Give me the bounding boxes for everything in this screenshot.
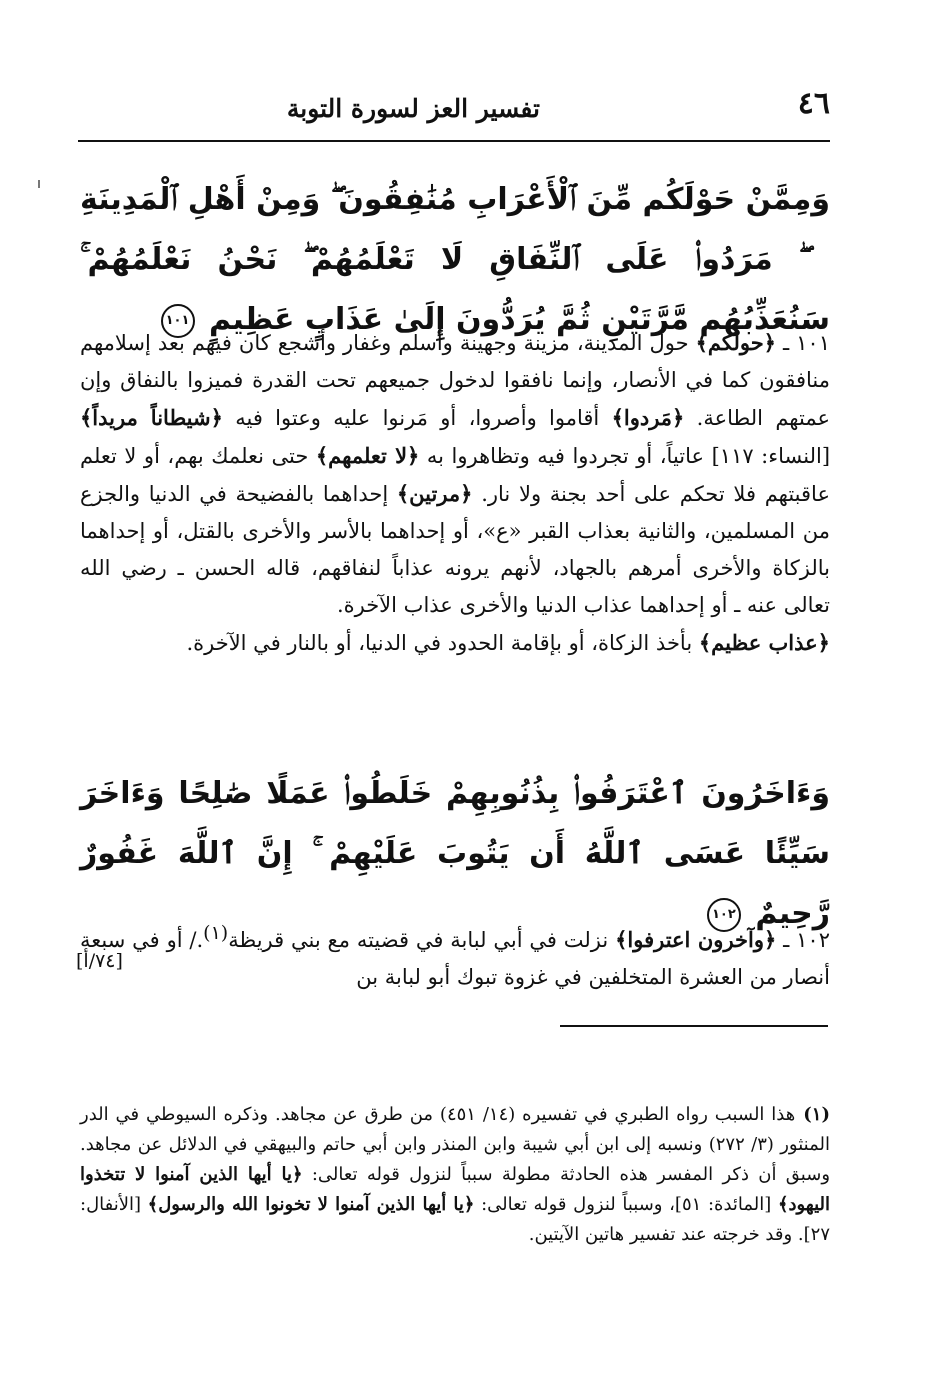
entry-number: ١٠٢ ـ xyxy=(776,928,830,952)
keyword: ﴿وآخرون اعترفوا﴾ xyxy=(615,927,777,952)
text: حول المدينة، مزينة وجهينة وأسلم وغفار وأشجع كان فيهم بعد إسلامهم منافقون كما في الأنصار، وإنما نافقوا لدخول جميعهم تحت القدرة فميزوا بالنفاق وإن عمتهم الطاعة. xyxy=(80,331,830,430)
text: إحداهما بالفضيحة في الدنيا والجزع من المسلمين، والثانية بعذاب القبر «ع»، أو إحداهما بالأسر والأخرى بالقتل، أو إحداهما بالزكاة والأخرى أمرهم بالجهاد، لأنهم يرونه عذاباً لنفاقهم، قاله الحسن ـ رضي الله تعالى عنه ـ أو إحداهما عذاب الدنيا والأخرى عذاب الآخرة. xyxy=(80,482,830,617)
keyword: ﴿مرتين﴾ xyxy=(396,481,473,506)
text: بأخذ الزكاة، أو بإقامة الحدود في الدنيا، أو بالنار في الآخرة. xyxy=(186,631,699,655)
commentary-paragraph xyxy=(80,324,830,624)
header-rule xyxy=(78,140,830,142)
text: أقاموا وأصروا، أو مَرنوا عليه وعتوا فيه xyxy=(222,406,612,430)
verse-text: وَمِمَّنْ حَوْلَكُم مِّنَ ٱلْأَعْرَابِ مُنَٰفِقُونَ ۖ وَمِنْ أَهْلِ ٱلْمَدِينَةِ ۖ مَرَدُوا۟ عَلَى ٱلنِّفَاقِ لَا تَعْلَمُهُمْ ۖ نَحْنُ نَعْلَمُهُمْ ۚ سَنُعَذِّبُهُم مَّرَّتَيْنِ ثُمَّ يُرَدُّونَ إِلَىٰ عَذَابٍ عَظِيمٍ xyxy=(80,182,830,337)
running-title: تفسير العز لسورة التوبة xyxy=(286,94,540,123)
footnote-text: [المائدة: ٥١]، وسبباً لنزول قوله تعالى: xyxy=(474,1194,778,1215)
commentary-102 xyxy=(80,915,830,996)
footnote-number: (١) xyxy=(803,1104,830,1125)
footnote-1 xyxy=(80,1100,830,1250)
text: نزلت في أبي لبابة في قضيته مع بني قريظة xyxy=(228,928,616,952)
keyword: ﴿عذاب عظيم﴾ xyxy=(698,630,830,655)
quran-verse-101 xyxy=(80,170,830,350)
text: حتى نعلمك بهم، أو لا تعلم عاقبتهم فلا تحكم على أحد بجنة ولا نار. xyxy=(80,444,830,506)
margin-mark xyxy=(38,180,40,188)
keyword: ﴿يا أيها الذين آمنوا لا تخونوا الله والرسول﴾ xyxy=(147,1194,475,1215)
commentary-101 xyxy=(80,324,830,662)
verse-text: وَءَاخَرُونَ ٱعْتَرَفُوا۟ بِذُنُوبِهِمْ خَلَطُوا۟ عَمَلًا صَٰلِحًا وَءَاخَرَ سَيِّئًا عَسَى ٱللَّهُ أَن يَتُوبَ عَلَيْهِمْ ۚ إِنَّ ٱللَّهَ غَفُورٌ رَّحِيمٌ xyxy=(80,776,830,931)
commentary-paragraph xyxy=(80,624,830,662)
text: [النساء: ١١٧] عاتياً، أو تجردوا فيه وتظاهروا به xyxy=(419,444,831,468)
keyword: ﴿شيطاناً مريداً﴾ xyxy=(80,405,223,430)
footnote-text: [الأنفال: ٢٧]. وقد خرجته عند تفسير هاتين الآيتين. xyxy=(80,1194,830,1245)
footnote-reference[interactable]: (١) xyxy=(203,922,229,944)
keyword: ﴿حولكم﴾ xyxy=(695,330,776,355)
keyword: ﴿مَردوا﴾ xyxy=(611,405,685,430)
entry-number: ١٠١ ـ xyxy=(775,331,830,355)
keyword: ﴿لا تعلمهم﴾ xyxy=(315,443,420,468)
footnote-text: هذا السبب رواه الطبري في تفسيره (١٤/ ٤٥١) من طرق عن مجاهد. وذكره السيوطي في الدر المنثور (٣/ ٢٧٢) ونسبه إلى ابن أبي شيبة وابن المنذر وابن أبي حاتم والبيهقي في الدلائل عن مجاهد. وسبق أن ذكر المفسر هذه الحادثة مطولة سبباً لنزول قوله تعالى: xyxy=(80,1104,831,1185)
commentary-paragraph xyxy=(80,915,830,996)
text: ./ أو في سبعة أنصار من العشرة المتخلفين في غزوة تبوك أبو لبابة بن xyxy=(80,928,830,989)
folio-mark: [٧٤/أ] xyxy=(76,950,123,972)
page-number: ٤٦ xyxy=(797,86,830,121)
page-header xyxy=(80,84,830,134)
keyword: ﴿يا أيها الذين آمنوا لا تتخذوا اليهود﴾ xyxy=(80,1164,831,1215)
ayah-number-marker: ١٠٢ xyxy=(707,898,741,932)
footnote-rule xyxy=(560,1025,828,1027)
ayah-number-marker: ١٠١ xyxy=(161,304,195,338)
